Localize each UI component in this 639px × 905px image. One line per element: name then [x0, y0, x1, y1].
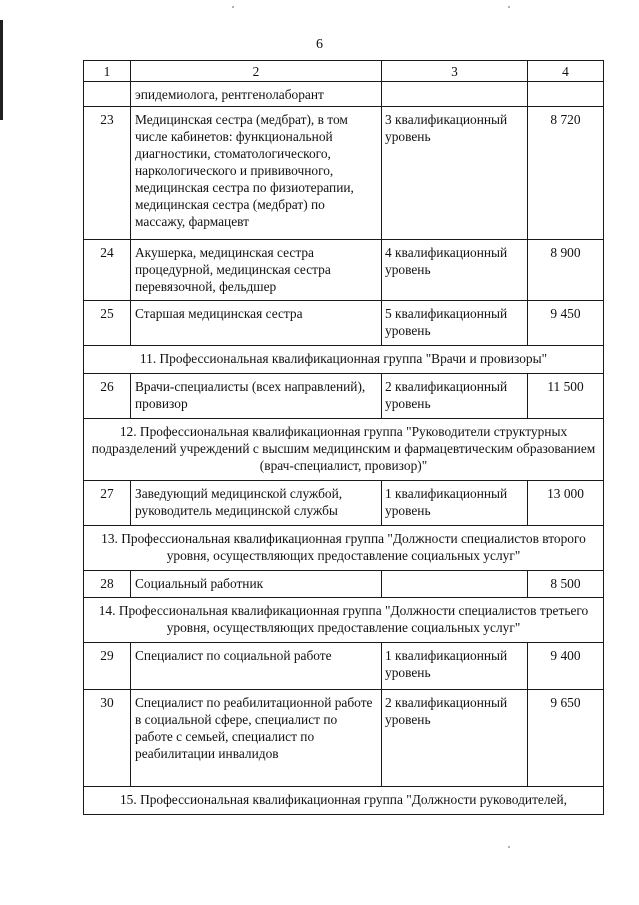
- page-number: 6: [316, 37, 323, 52]
- group-heading-row: [84, 526, 604, 571]
- qualification-level: 2 квалификационный уровень: [382, 374, 528, 419]
- salary-value: 8 720: [528, 107, 604, 240]
- salary-value: 11 500: [528, 374, 604, 419]
- row-number: 30: [84, 690, 131, 787]
- column-header-1: 1: [84, 61, 131, 82]
- position-name: Медицинская сестра (медбрат), в том числе кабинетов: функциональной диагностики, стоматологического, наркологического и прививочного, медицинская сестра по физиотерапии, медицинская сестра (медбрат) по массажу, фармацевт: [131, 107, 382, 240]
- table-row: [84, 82, 604, 107]
- row-number: 26: [84, 374, 131, 419]
- position-name: Социальный работник: [131, 571, 382, 598]
- column-header-2: 2: [131, 61, 382, 82]
- group-heading-row: [84, 419, 604, 481]
- continuation-text: эпидемиолога, рентгенолаборант: [131, 82, 382, 107]
- table-row: [84, 301, 604, 346]
- table-header-row: [84, 61, 604, 82]
- row-number: 29: [84, 643, 131, 690]
- table-row: [84, 481, 604, 526]
- qualification-level: 4 квалификационный уровень: [382, 240, 528, 301]
- group-heading: 11. Профессиональная квалификационная группа "Врачи и провизоры": [84, 346, 604, 374]
- salary-value: 8 900: [528, 240, 604, 301]
- table-row: [84, 240, 604, 301]
- salary-value: 8 500: [528, 571, 604, 598]
- position-name: Заведующий медицинской службой, руководитель медицинской службы: [131, 481, 382, 526]
- scan-speck: [232, 6, 234, 8]
- row-number: 25: [84, 301, 131, 346]
- qualification-table: [83, 60, 604, 815]
- row-number: 27: [84, 481, 131, 526]
- position-name: Специалист по социальной работе: [131, 643, 382, 690]
- salary-value: 13 000: [528, 481, 604, 526]
- qualification-level: 5 квалификационный уровень: [382, 301, 528, 346]
- qualification-level: 3 квалификационный уровень: [382, 107, 528, 240]
- row-number: 23: [84, 107, 131, 240]
- row-number: 24: [84, 240, 131, 301]
- table-row: [84, 374, 604, 419]
- salary-value: 9 400: [528, 643, 604, 690]
- salary-value: 9 450: [528, 301, 604, 346]
- column-header-4: 4: [528, 61, 604, 82]
- salary-value: 9 650: [528, 690, 604, 787]
- scan-speck: [508, 846, 510, 848]
- position-name: Врачи-специалисты (всех направлений), провизор: [131, 374, 382, 419]
- scan-edge-mark: [0, 20, 3, 120]
- scan-speck: [508, 6, 510, 8]
- table-row: [84, 571, 604, 598]
- qualification-level: [382, 571, 528, 598]
- table-row: [84, 690, 604, 787]
- group-heading: 15. Профессиональная квалификационная группа "Должности руководителей,: [84, 787, 604, 815]
- group-heading-row: [84, 787, 604, 815]
- position-name: Старшая медицинская сестра: [131, 301, 382, 346]
- group-heading-row: [84, 598, 604, 643]
- qualification-level: 1 квалификационный уровень: [382, 643, 528, 690]
- table-row: [84, 107, 604, 240]
- qualification-level: 2 квалификационный уровень: [382, 690, 528, 787]
- group-heading: 14. Профессиональная квалификационная группа "Должности специалистов третьего уровня, осуществляющих предоставление социальных услуг": [84, 598, 604, 643]
- row-number: 28: [84, 571, 131, 598]
- column-header-3: 3: [382, 61, 528, 82]
- position-name: Специалист по реабилитационной работе в социальной сфере, специалист по работе с семьей, специалист по реабилитации инвалидов: [131, 690, 382, 787]
- group-heading-row: [84, 346, 604, 374]
- position-name: Акушерка, медицинская сестра процедурной, медицинская сестра перевязочной, фельдшер: [131, 240, 382, 301]
- table-row: [84, 643, 604, 690]
- qualification-level: 1 квалификационный уровень: [382, 481, 528, 526]
- group-heading: 13. Профессиональная квалификационная группа "Должности специалистов второго уровня, осуществляющих предоставление социальных услуг": [84, 526, 604, 571]
- group-heading: 12. Профессиональная квалификационная группа "Руководители структурных подразделений учреждений с высшим медицинским и фармацевтическим образованием (врач-специалист, провизор)": [84, 419, 604, 481]
